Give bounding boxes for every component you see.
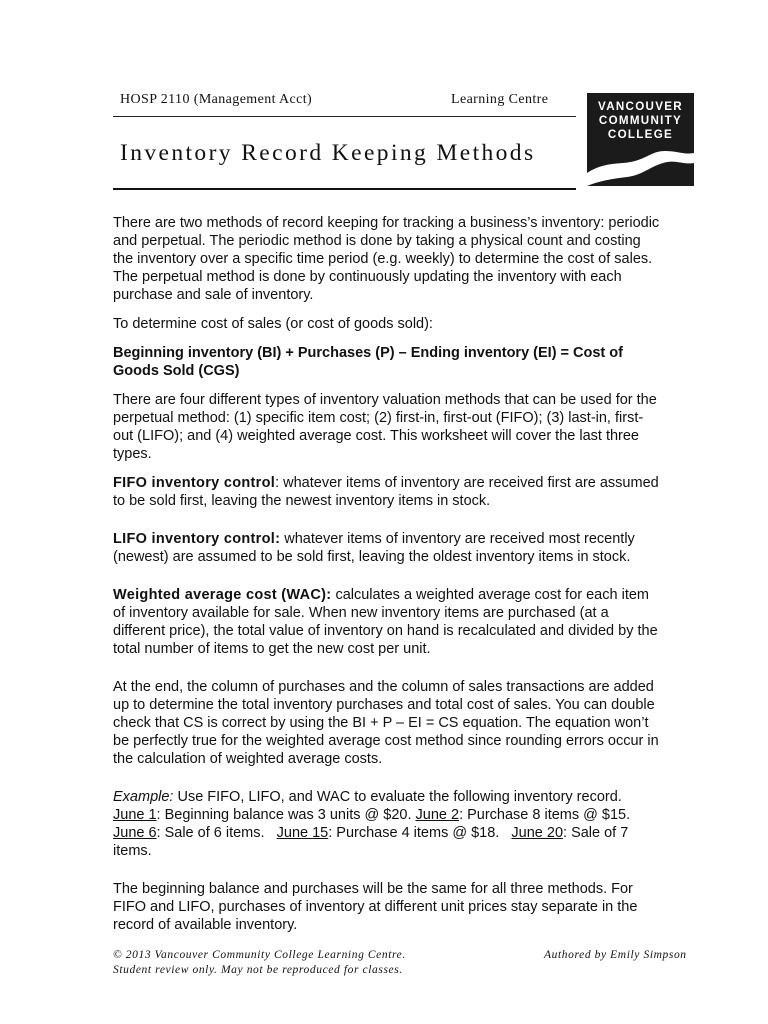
title-rule [113,188,576,190]
course-code: HOSP 2110 (Management Acct) [120,92,313,107]
logo-line-3: COLLEGE [607,128,674,141]
vcc-logo [587,93,694,186]
date-june-2: June 2 [415,807,460,823]
june-20-text: : Sale of 7 items. [113,825,629,859]
learning-centre-label: Learning Centre [451,92,549,107]
fifo-paragraph [113,474,661,510]
june-6-text: : Sale of 6 items. [156,825,277,841]
lifo-term: LIFO inventory control: [113,531,281,547]
example-paragraph [113,788,661,860]
end-paragraph: At the end, the column of purchases and the column of sales transactions are added up to determine the total inventory purchases and total cost of sales. You can double check that CS is correct by using the BI + P – EI = CS equation. The equation won’t be perfectly true for the weighted average cost method since rounding errors occur in the calculation of weighted average costs. [113,679,659,767]
footer-author: Authored by Emily Simpson [544,949,687,961]
wac-definition: calculates a weighted average cost for each item of inventory available for sale. When new inventory items are purchased (at a different price), the total value of inventory on hand is recalculated and divided by the total number of items to get the new cost per unit. [113,587,658,657]
cgs-formula: Beginning inventory (BI) + Purchases (P) – Ending inventory (EI) = Cost of Goods Sold (CGS) [113,345,623,379]
date-june-1: June 1 [113,807,157,823]
types-paragraph: There are four different types of inventory valuation methods that can be used for the perpetual method: (1) specific item cost; (2) first-in, first-out (FIFO); (3) last-in, first-out (LIFO); and (4) weighted average cost. This worksheet will cover the last three types. [113,392,657,462]
page-title: Inventory Record Keeping Methods [120,140,536,166]
notice-line: Student review only. May not be reproduced for classes. [113,964,403,976]
wac-term: Weighted average cost (WAC): [113,587,332,603]
document-body [113,214,661,934]
logo-line-1: VANCOUVER [598,100,683,113]
june-1-text: : Beginning balance was 3 units @ $20. [156,807,416,823]
wac-paragraph [113,586,661,658]
date-june-20: June 20 [511,825,564,841]
footer-copyright [113,948,406,978]
example-intro: Use FIFO, LIFO, and WAC to evaluate the following inventory record. [173,789,622,805]
logo-line-2: COMMUNITY [598,114,683,127]
lifo-paragraph [113,530,661,566]
example-label: Example: [113,789,174,805]
fifo-term: FIFO inventory control [113,475,276,491]
june-15-text: : Purchase 4 items @ $18. [328,825,512,841]
logo-wave-icon [587,93,694,186]
intro-paragraph: There are two methods of record keeping for tracking a business’s inventory: periodic and perpetual. The periodic method is done by taking a physical count and costing the inventory over a specific time period (e.g. weekly) to determine the cost of sales. The perpetual method is done by continuously updating the inventory with each purchase and sale of inventory. [113,215,660,303]
final-paragraph: The beginning balance and purchases will be the same for all three methods. For FIFO and LIFO, purchases of inventory at different unit prices stay separate in the record of available inventory. [113,881,638,933]
fifo-definition: : whatever items of inventory are received first are assumed to be sold first, leaving the newest inventory items in stock. [113,475,659,509]
copyright-line: © 2013 Vancouver Community College Learning Centre. [113,949,406,961]
lifo-definition: whatever items of inventory are received most recently (newest) are assumed to be sold first, leaving the oldest inventory items in stock. [113,531,635,565]
date-june-6: June 6 [113,825,157,841]
date-june-15: June 15 [276,825,329,841]
june-2-text: : Purchase 8 items @ $15. [459,807,631,823]
cgs-lead-paragraph: To determine cost of sales (or cost of goods sold): [113,316,433,332]
header-rule [113,116,576,117]
